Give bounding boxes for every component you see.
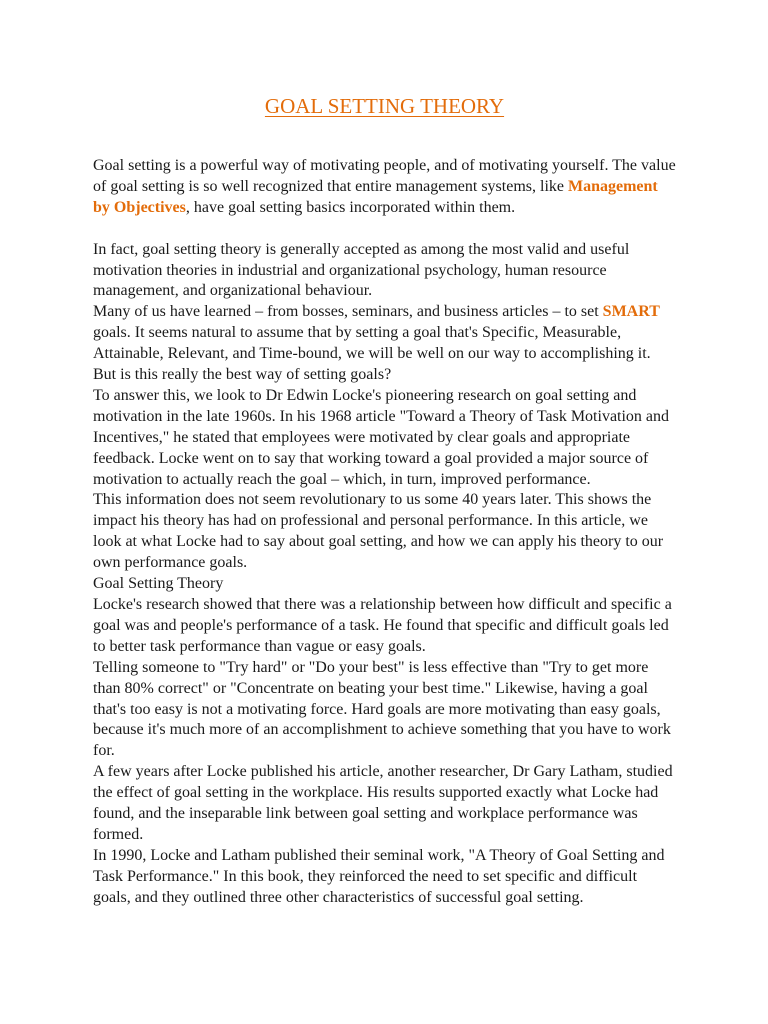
intro-text-start: Goal setting is a powerful way of motivating people, and of motivating yourself. The value of goal setting is so well recognized that entire management systems, like (93, 157, 676, 195)
paragraph-spacer (93, 219, 676, 240)
smart-link[interactable]: SMART (602, 303, 660, 321)
document-title: GOAL SETTING THEORY (264, 94, 505, 118)
question-paragraph: But is this really the best way of setting goals? (93, 366, 392, 384)
smart-text-end: goals. It seems natural to assume that by setting a goal that's Specific, Measurable, Attainable, Relevant, and Time-bound, we will be well on our way to accomplishing it. (93, 324, 651, 363)
management-by-objectives-link[interactable]: Management by Objectives (93, 177, 658, 216)
research-paragraph: Locke's research showed that there was a relationship between how difficult and specific a goal was and people's performance of a task. He found that specific and difficult goals led to better task performance than vague or easy goals. (93, 596, 672, 655)
document-body (93, 156, 676, 909)
smart-paragraph (93, 302, 676, 365)
fact-paragraph: In fact, goal setting theory is generally accepted as among the most valid and useful motivation theories in industrial and organizational psychology, human resource management, and organizational behaviour. (93, 240, 630, 300)
smart-text-start: Many of us have learned – from bosses, seminars, and business articles – to set (93, 303, 603, 321)
info-paragraph: This information does not seem revolutionary to us some 40 years later. This shows the impact his theory has had on professional and personal performance. In this article, we look at what Locke had to say about goal setting, and how we can apply his theory to our own performance goals. (93, 491, 664, 572)
latham-paragraph: A few years after Locke published his article, another researcher, Dr Gary Latham, studied the effect of goal setting in the workplace. His results supported exactly what Locke had found, and the inseparable link between goal setting and workplace performance was formed. (93, 763, 673, 843)
locke-paragraph: To answer this, we look to Dr Edwin Locke's pioneering research on goal setting and motivation in the late 1960s. In his 1968 article "Toward a Theory of Task Motivation and Incentives," he stated that employees were motivated by clear goals and appropriate feedback. Locke went on to say that working toward a goal provided a major source of motivation to actually reach the goal – which, in turn, improved performance. (93, 386, 670, 488)
book-1990-paragraph: In 1990, Locke and Latham published their seminal work, "A Theory of Goal Setting and Task Performance." In this book, they reinforced the need to set specific and difficult goals, and they outlined three other characteristics of successful goal setting. (93, 846, 665, 906)
telling-paragraph: Telling someone to "Try hard" or "Do your best" is less effective than "Try to get more than 80% correct" or "Concentrate on beating your best time." Likewise, having a goal that's too easy is not a motivating force. Hard goals are more motivating than easy goals, because it's much more of an accomplishment to achieve something that you have to work for. (93, 658, 671, 760)
section-subheading: Goal Setting Theory (93, 575, 224, 593)
intro-text-end: , have goal setting basics incorporated within them. (185, 198, 516, 216)
intro-paragraph (93, 156, 676, 219)
